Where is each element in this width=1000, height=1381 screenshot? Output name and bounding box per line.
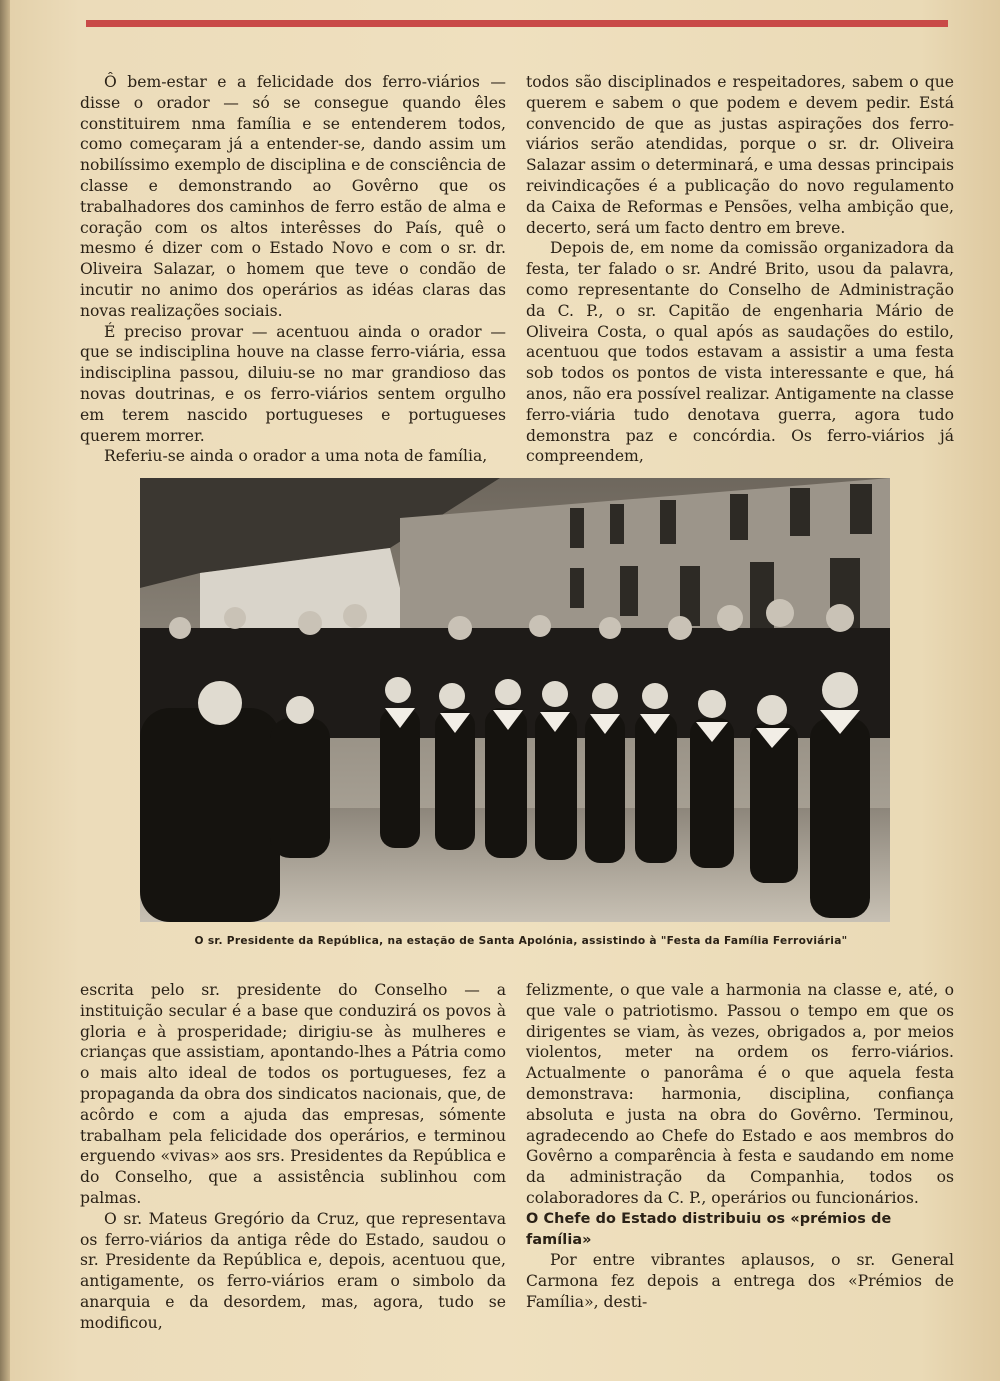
paragraph: Por entre vibrantes aplausos, o sr. General Carmona fez depois a entrega dos «Prémios de Família», desti-	[526, 1251, 954, 1311]
bottom-right-column	[526, 980, 954, 1313]
paragraph: Referiu-se ainda o orador a uma nota de família,	[104, 447, 488, 466]
paragraph: felizmente, o que vale a harmonia na classe e, até, o que vale o patriotismo. Passou o tempo em que os dirigentes se viam, às vezes, obrigados a, por meios violentos, meter na ordem os ferro-viários. Actualmente o panorâma é o que aquela festa demonstrava: harmonia, disciplina, confiança absoluta e justa na obra do Govêrno. Terminou, agradecendo ao Chefe do Estado e aos membros do Govêrno a comparência à festa e saudando em nome da administração da Companhia, todos os colaboradores da C. P., operários ou funcionários.	[526, 981, 954, 1207]
top-left-column	[80, 72, 506, 467]
page-binding-edge	[0, 0, 10, 1381]
paragraph: Depois de, em nome da comissão organizadora da festa, ter falado o sr. André Brito, usou da palavra, como representante do Conselho de Administração da C. P., o sr. Capitão de engenharia Mário de Oliveira Costa, o qual após as saudações do estilo, acentuou que todos estavam a assistir a uma festa sob todos os pontos de vista interessante e que, há anos, não era possível realizar. Antigamente na classe ferro-viária tudo denotava guerra, agora tudo demonstra paz e concórdia. Os ferro-viários já compreendem,	[526, 239, 954, 466]
paragraph: todos são disciplinados e respeitadores, sabem o que querem e sabem o que podem e devem pedir. Está convencido de que as justas aspirações dos ferro-viários serão atendidas, porque o sr. dr. Oliveira Salazar assim o determinará, e uma dessas principais reivindicações é a publicação do novo regulamento da Caixa de Reformas e Pensões, velha ambição que, decerto, será um facto dentro em breve.	[526, 73, 954, 237]
paragraph: É preciso provar — acentuou ainda o orador — que se indisciplina houve na classe ferro-viária, essa indisciplina passou, diluiu-se no mar grandioso das novas doutrinas, e os ferro-viários sentem orgulho em terem nascido portugueses e portugueses querem morrer.	[80, 322, 506, 445]
bottom-left-column	[80, 980, 506, 1334]
header-red-rule	[86, 20, 948, 27]
paragraph: O sr. Mateus Gregório da Cruz, que representava os ferro-viários da antiga rêde do Estado, saudou o sr. Presidente da República e, depois, acentuou que, antigamente, os ferro-viários eram o simbolo da anarquia e da desordem, mas, agora, tudo se modificou,	[80, 1209, 506, 1332]
top-right-column	[526, 72, 954, 467]
paragraph: escrita pelo sr. presidente do Conselho — a instituição secular é a base que conduzirá os povos à gloria e à prosperidade; dirigiu-se às mulheres e crianças que assistiam, apontando-lhes a Pátria como o mais alto ideal de todos os portugueses, fez a propaganda da obra dos sindicatos nacionais, que, de acôrdo e com a ajuda das empresas, sómente trabalham pela felicidade dos operários, e terminou erguendo «vivas» aos srs. Presidentes da República e do Conselho, que a assistência sublinhou com palmas.	[80, 981, 506, 1207]
photo-caption: O sr. Presidente da República, na estação de Santa Apolónia, assistindo à "Festa da Família Ferroviária"	[194, 935, 848, 947]
paragraph: Ô bem-estar e a felicidade dos ferro-viários — disse o orador — só se consegue quando êles constituirem nma família e se entenderem todos, como começaram já a entender-se, dando assim um nobilíssimo exemplo de disciplina e de consciência de classe e demonstrando ao Govêrno que os trabalhadores dos caminhos de ferro estão de alma e coração com os altos interêsses do País, quê o mesmo é dizer com o Estado Novo e com o sr. dr. Oliveira Salazar, o homem que teve o condão de incutir no animo dos operários as idéas claras das novas realizações sociais.	[80, 73, 506, 320]
event-photograph	[140, 478, 890, 922]
section-subheading: O Chefe do Estado distribuiu os «prémios de família»	[526, 1210, 892, 1248]
